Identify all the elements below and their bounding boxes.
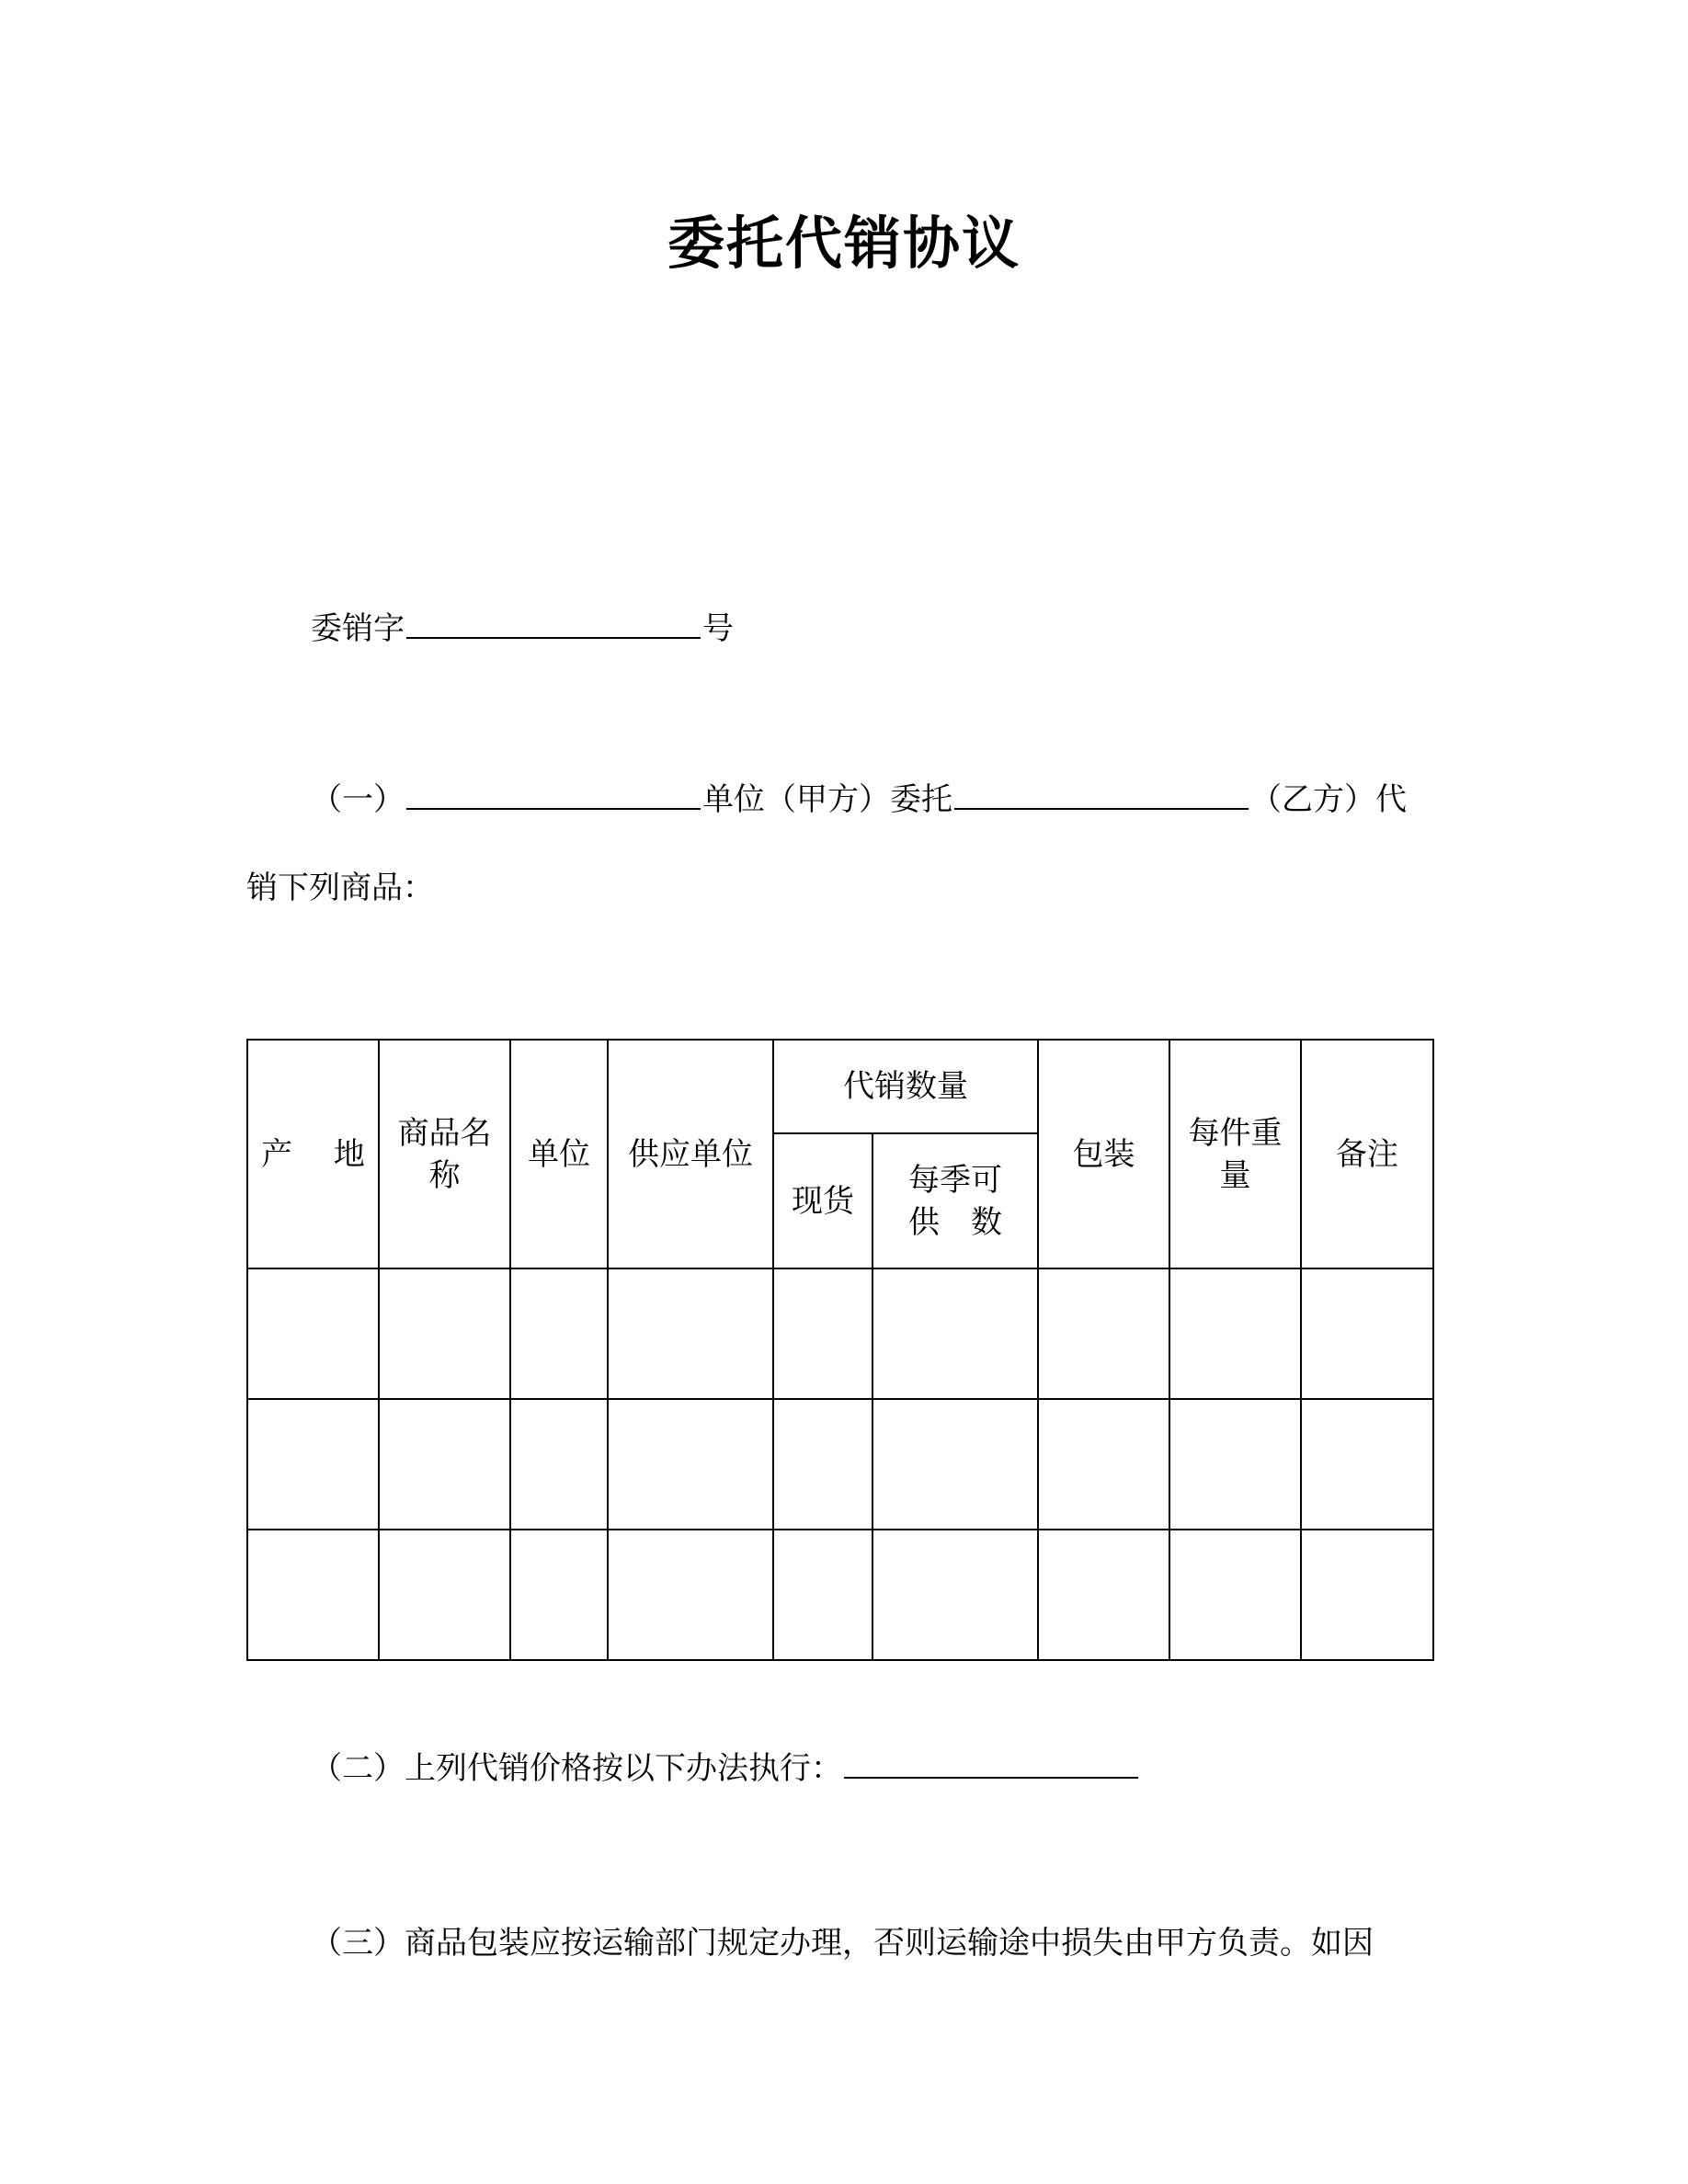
clause-1-line [311, 779, 1407, 820]
table-cell[interactable] [873, 1268, 1038, 1399]
header-origin: 产 地 [247, 1040, 379, 1268]
table-cell[interactable] [608, 1530, 773, 1660]
header-consign-quantity: 代销数量 [773, 1040, 1038, 1133]
header-weight-per-piece: 每件重量 [1169, 1040, 1301, 1268]
table-cell[interactable] [608, 1268, 773, 1399]
pricing-method-blank[interactable] [844, 1749, 1138, 1779]
table-cell[interactable] [247, 1530, 379, 1660]
table-cell[interactable] [773, 1399, 873, 1530]
table-cell[interactable] [608, 1399, 773, 1530]
table-cell[interactable] [1038, 1399, 1169, 1530]
reference-suffix: 号 [702, 610, 734, 647]
party-a-blank[interactable] [406, 780, 701, 810]
table-cell[interactable] [773, 1530, 873, 1660]
header-unit: 单位 [510, 1040, 608, 1268]
header-remarks: 备注 [1301, 1040, 1433, 1268]
document-title: 委托代销协议 [667, 210, 1021, 277]
header-supplier: 供应单位 [608, 1040, 773, 1268]
table-cell[interactable] [1169, 1530, 1301, 1660]
table-row [247, 1268, 1433, 1399]
header-quarterly-supply: 每季可供 数 [873, 1133, 1038, 1268]
reference-prefix: 委销字 [311, 610, 405, 647]
table-cell[interactable] [510, 1530, 608, 1660]
table-cell[interactable] [1169, 1399, 1301, 1530]
reference-number-blank[interactable] [406, 609, 701, 639]
table-cell[interactable] [1038, 1268, 1169, 1399]
table-cell[interactable] [379, 1268, 510, 1399]
table-cell[interactable] [1301, 1530, 1433, 1660]
table-cell[interactable] [1301, 1399, 1433, 1530]
reference-number-line [311, 609, 734, 649]
table-cell[interactable] [247, 1399, 379, 1530]
clause-2-line [311, 1748, 1140, 1789]
table-cell[interactable] [510, 1268, 608, 1399]
header-product-name: 商品名称 [379, 1040, 510, 1268]
clause-1-party-b-text: （乙方）代 [1250, 781, 1407, 818]
table-cell[interactable] [1169, 1268, 1301, 1399]
clause-1-prefix: （一） [311, 781, 405, 818]
clause-1-continuation: 销下列商品： [246, 870, 434, 906]
clause-3-line: （三）商品包装应按运输部门规定办理，否则运输途中损失由甲方负责。如因 [311, 1925, 1374, 1962]
table-header-row-1 [247, 1040, 1433, 1133]
clause-2-text: （二）上列代销价格按以下办法执行： [311, 1750, 842, 1787]
clause-1-party-a-text: 单位（甲方）委托 [702, 781, 952, 818]
table-row [247, 1530, 1433, 1660]
table-cell[interactable] [247, 1268, 379, 1399]
table-cell[interactable] [510, 1399, 608, 1530]
table-cell[interactable] [873, 1530, 1038, 1660]
table-cell[interactable] [1301, 1268, 1433, 1399]
table-cell[interactable] [773, 1268, 873, 1399]
party-b-blank[interactable] [954, 780, 1249, 810]
table-row [247, 1399, 1433, 1530]
table-cell[interactable] [873, 1399, 1038, 1530]
table-cell[interactable] [1038, 1530, 1169, 1660]
header-packaging: 包装 [1038, 1040, 1169, 1268]
consignment-goods-table [246, 1039, 1434, 1661]
table-cell[interactable] [379, 1399, 510, 1530]
header-in-stock: 现货 [773, 1133, 873, 1268]
table-cell[interactable] [379, 1530, 510, 1660]
